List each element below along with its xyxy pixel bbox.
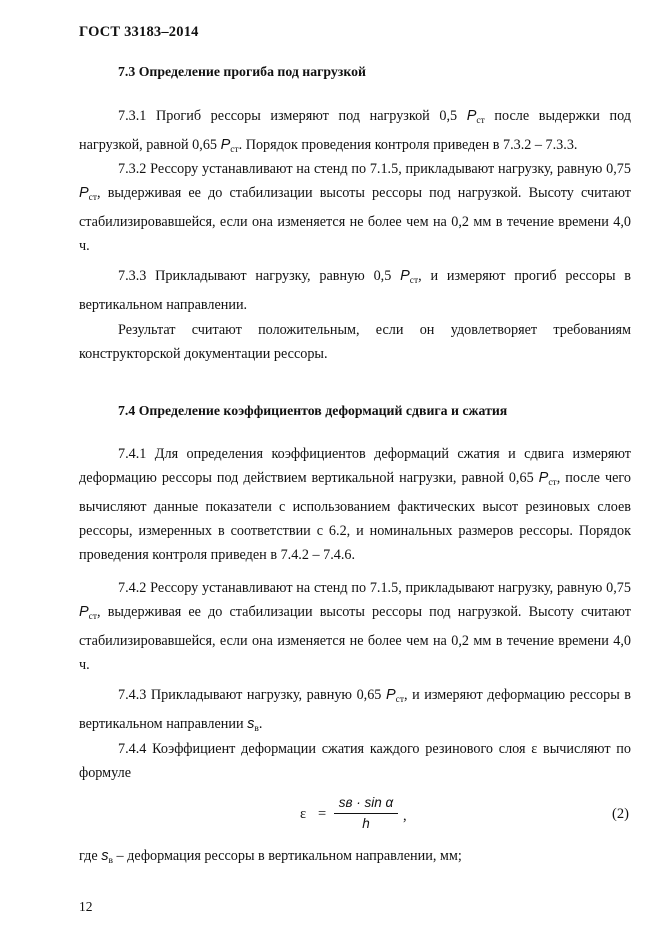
formula-equals: = [318,806,327,822]
symbol-s: s [101,848,109,864]
section-heading-7-3: 7.3 Определение прогиба под нагрузкой [118,64,366,79]
section-heading-7-4: 7.4 Определение коэффициентов деформаций сдвига и сжатия [118,403,508,418]
symbol-p-subscript: ст [395,695,404,705]
formula-comma: , [403,808,407,824]
paragraph-7-3-2: 7.3.2 Рессору устанавливают на стенд по 7.1.5, прикладывают нагрузку, равную 0,75 $P_{ст}$, выдерживая ее до стабилизации высоты рессоры под нагрузкой. Высоту считают стабилизировавшейся, если она изменяется не более чем на 0,2 мм в течение времени 4,0 ч. [79,161,631,254]
document-header: ГОСТ 33183–2014 [79,24,199,40]
paragraph-7-3-1: 7.3.1 Прогиб рессоры измеряют под нагрузкой 0,5 $P_{ст}$ после выдержки под нагрузкой, равной 0,65 $P_{ст}$. Порядок проведения контроля приведен в 7.3.2 – 7.3.3. [79,108,631,155]
symbol-p: P [466,108,477,124]
fraction-bar [334,813,398,814]
symbol-p: P [385,687,396,703]
symbol-p-subscript: ст [409,276,419,286]
symbol-p: P [79,185,89,201]
symbol-s-subscript: в [254,724,259,734]
symbol-s-subscript: в [108,856,113,866]
paragraph-7-4-3: 7.4.3 Прикладывают нагрузку, равную 0,65 $P_{ст}$, и измеряют деформацию рессоры в вертикальном направлении $s_в$. [79,687,631,734]
symbol-s: s [247,716,255,732]
page-number: 12 [79,899,93,914]
paragraph-7-4-2: 7.4.2 Рессору устанавливают на стенд по 7.1.5, прикладывают нагрузку, равную 0,75 $P_{ст}$, выдерживая ее до стабилизации высоты рессоры под нагрузкой. Высоту считают стабилизировавшейся, если она изменяется не более чем на 0,2 мм в течение времени 4,0 ч. [79,580,631,673]
symbol-p: P [220,137,231,153]
symbol-p-subscript: ст [88,193,98,203]
symbol-p-subscript: ст [476,116,485,126]
paragraph-7-4-4: 7.4.4 Коэффициент деформации сжатия каждого резинового слоя ε вычисляют по формуле [79,741,631,781]
symbol-p: P [400,268,410,284]
formula-numerator: sв · sin α [338,795,394,810]
formula-denominator: h [362,816,370,831]
symbol-p-subscript: ст [88,612,98,622]
symbol-p-subscript: ст [230,145,239,155]
formula-legend: где $s_в$ – деформация рессоры в вертикальном направлении, мм; [79,848,462,866]
paragraph-7-4-1: 7.4.1 Для определения коэффициентов деформаций сжатия и сдвига измеряют деформацию рессоры под действием вертикальной нагрузки, равной 0,65 $P_{ст}$, после чего вычисляют данные показатели с использованием фактических высот резиновых слоев рессоры, измеренных в соответствии с 6.2, и номинальных размеров рессоры. Порядок проведения контроля приведен в 7.4.2 – 7.4.6. [79,446,631,563]
paragraph-7-3-3: 7.3.3 Прикладывают нагрузку, равную 0,5 $P_{ст}$, и измеряют прогиб рессоры в вертикальном направлении. [79,268,631,313]
symbol-p-subscript: ст [548,478,557,488]
symbol-p: P [79,604,89,620]
formula-number: (2) [612,806,629,822]
paragraph-7-3-result: Результат считают положительным, если он удовлетворяет требованиям конструкторской документации рессоры. [79,322,631,362]
formula-fraction [334,794,398,833]
formula-lhs: ε [300,806,307,822]
symbol-p: P [538,470,549,486]
